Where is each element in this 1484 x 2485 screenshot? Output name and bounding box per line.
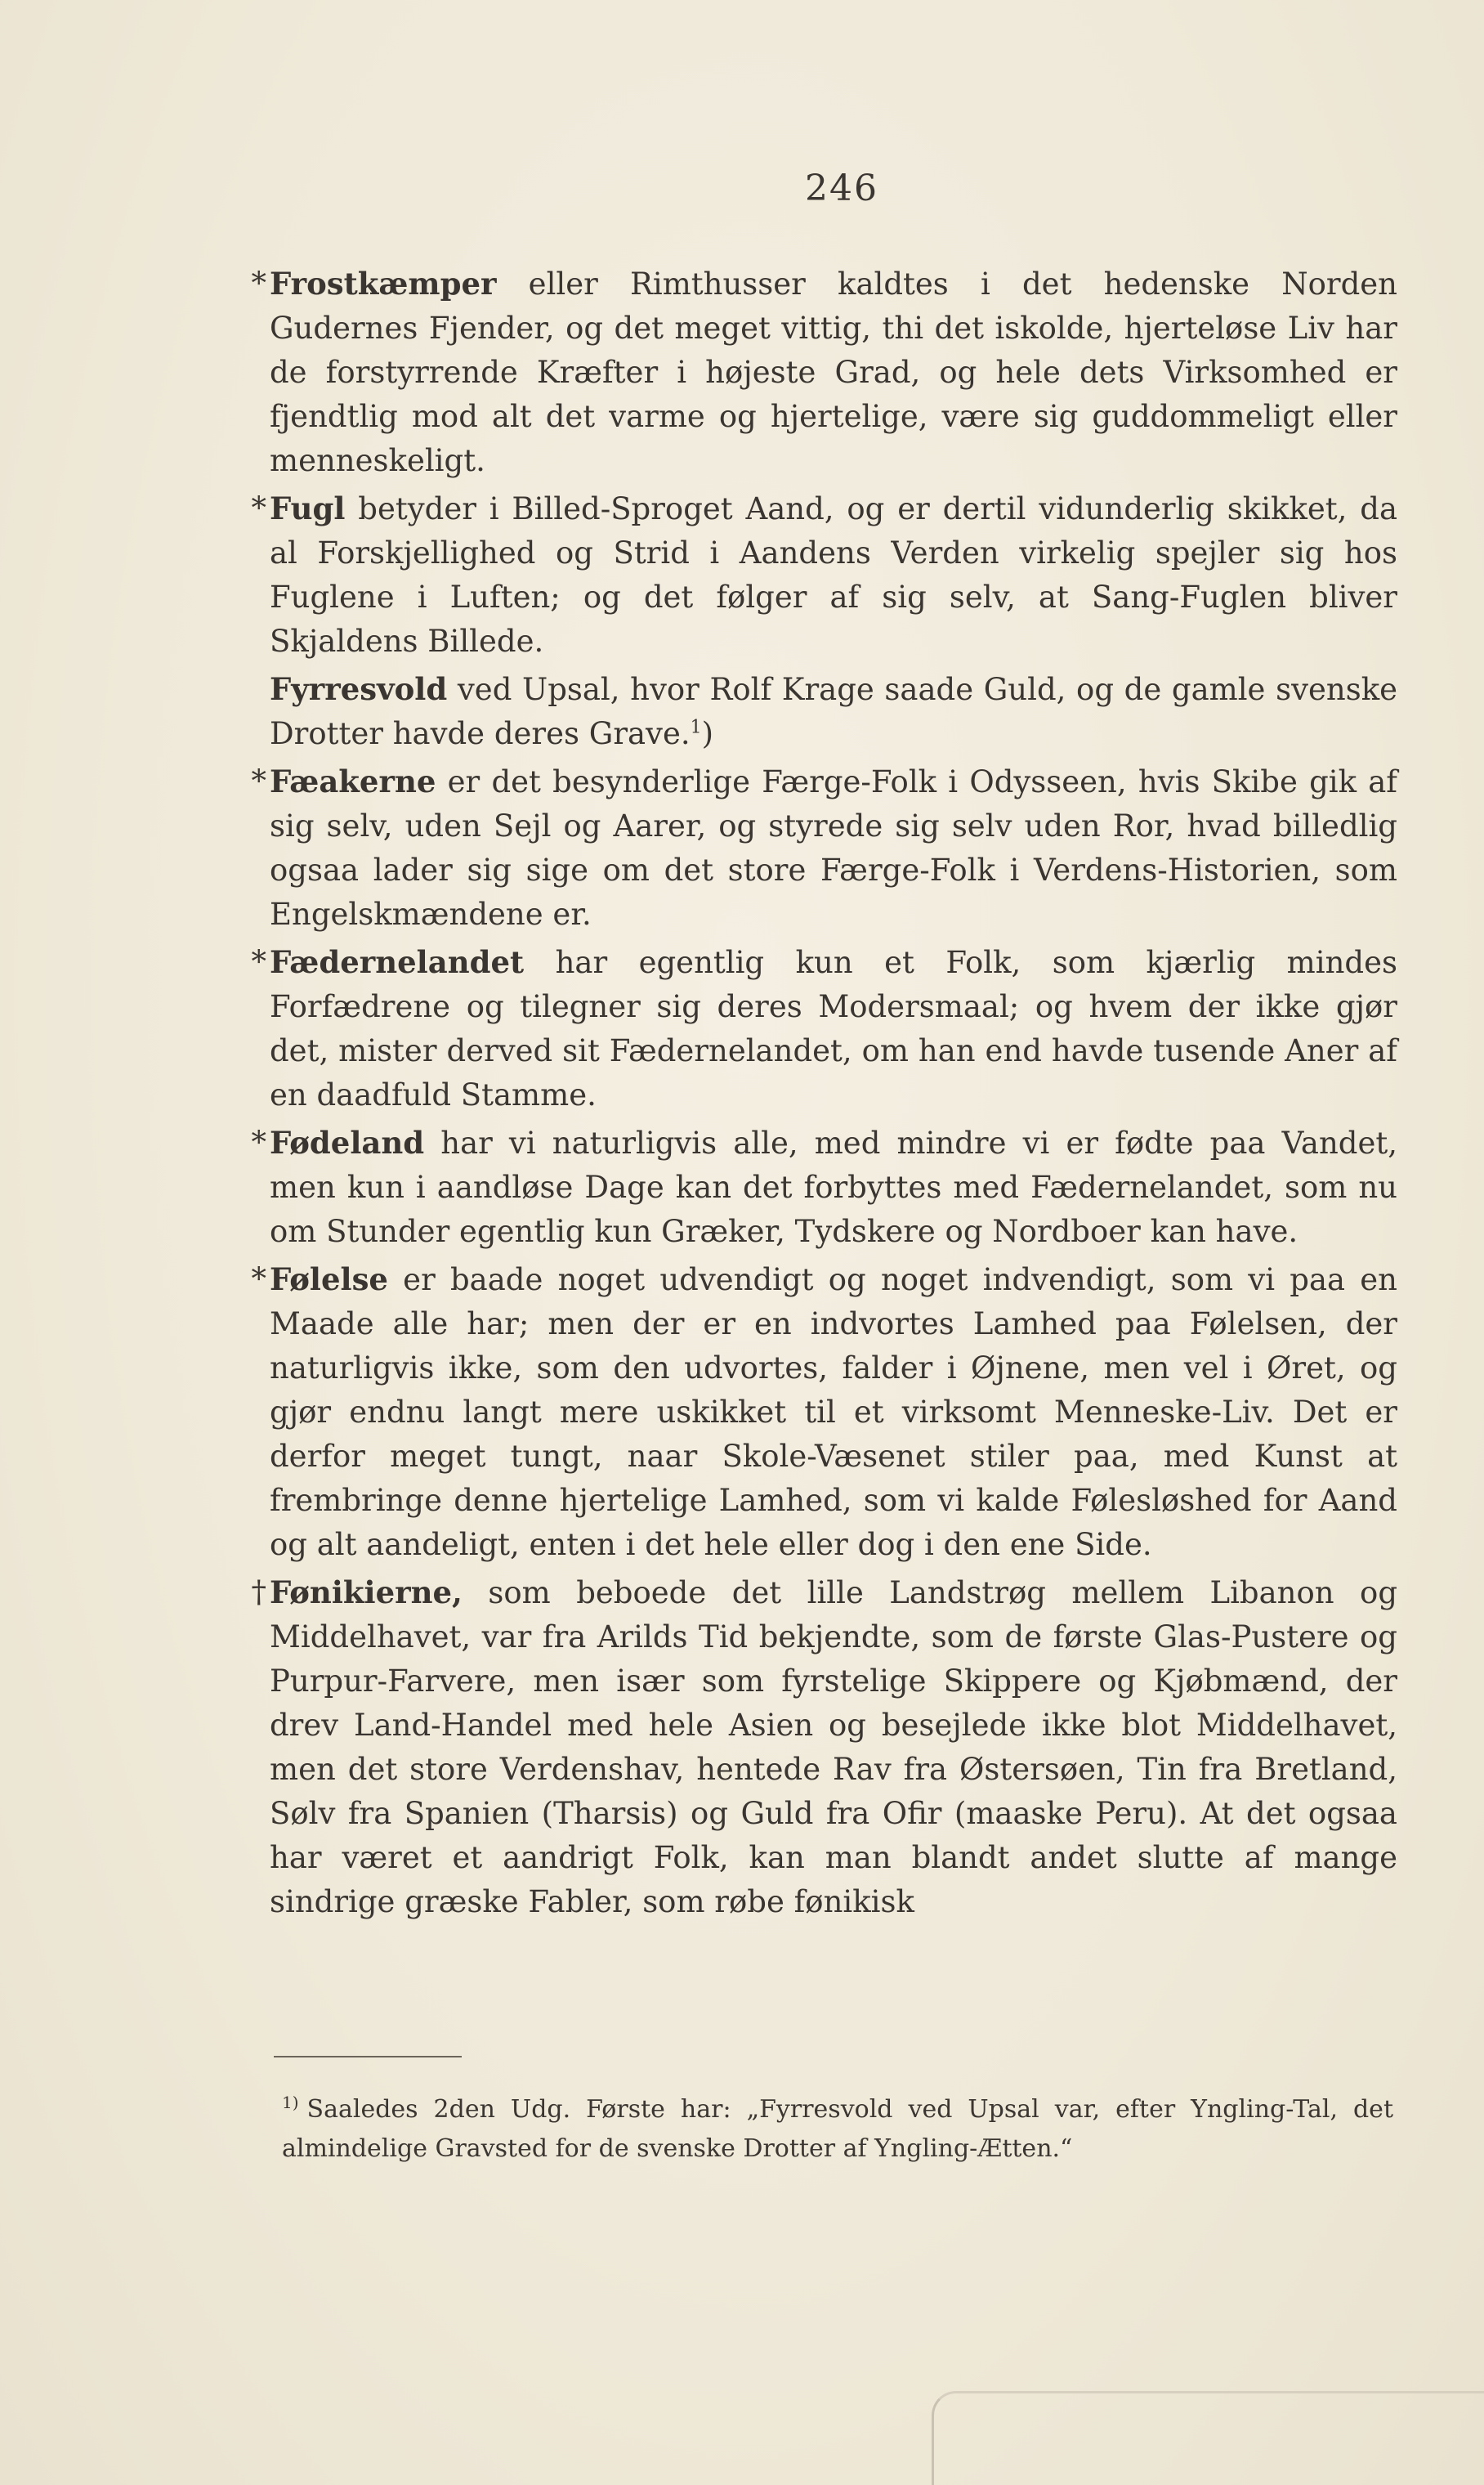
entry-text: eller Rimthusser kaldtes i det hedenske Norden Gudernes Fjender, og det meget vittig, thi det iskolde, hjerteløse Liv har de forstyrrende Kræfter i højeste Grad, og hele dets Virksomhed er fjendtlig mod alt det varme og hjertelige, være sig guddommeligt eller menneskeligt. — [270, 266, 1397, 478]
entry-text: har egentlig kun et Folk, som kjærlig mindes Forfædrene og tilegner sig deres Modersmaal; og hvem der ikke gjør det, mister derved sit Fædernelandet, om han end havde tusende Aner af en daadfuld Stamme. — [270, 945, 1397, 1113]
entry-text: betyder i Billed-Sproget Aand, og er dertil vidunderlig skikket, da al Forskjellighed og Strid i Aandens Verden virkelig spejler sig hos Fuglene i Luften; og det følger af sig selv, at Sang-Fuglen bliver Skjaldens Billede. — [270, 491, 1397, 659]
entry-headword: Fødeland — [270, 1125, 425, 1161]
entry-faedernelandet — [251, 940, 1397, 1117]
entry-foedeland — [251, 1121, 1397, 1254]
footnote-mark: 1) — [282, 2093, 299, 2112]
entry-frostkaemper — [251, 262, 1397, 483]
entry-fyrresvold — [270, 667, 1397, 756]
entry-headword: Fønikierne, — [270, 1574, 463, 1610]
entry-marker: * — [251, 266, 266, 301]
entry-marker: * — [251, 1125, 266, 1160]
entry-headword: Fyrresvold — [270, 671, 448, 707]
entry-marker: * — [251, 490, 266, 526]
entry-text: er baade noget udvendigt og noget indvendigt, som vi paa en Maade alle har; men der er en indvortes Lamhed paa Følelsen, der naturligvis ikke, som den udvortes, falder i Øjnene, men vel i Øret, og gjør endnu langt mere uskikket til et virksomt Menneske-Liv. Det er derfor meget tungt, naar Skole-Væsenet stiler paa, med Kunst at frembringe denne hjertelige Lamhed, som vi kalde Følesløshed for Aand og alt aandeligt, enten i det hele eller dog i den ene Side. — [270, 1262, 1397, 1562]
footnote-reference[interactable]: 1 — [690, 717, 702, 738]
entry-marker: * — [251, 944, 266, 979]
footnote — [282, 2083, 1393, 2169]
entry-text: som beboede det lille Landstrøg mellem Libanon og Middelhavet, var fra Arilds Tid bekjendte, som de første Glas-Pustere og Purpur-Farvere, men især som fyrstelige Skippere og Kjøbmænd, der drev Land-Handel med hele Asien og besejlede ikke blot Middelhavet, men det store Verdenshav, hentede Rav fra Østersøen, Tin fra Bretland, Sølv fra Spanien (Tharsis) og Guld fra Ofir (maaske Peru). At det ogsaa har været et aandrigt Folk, kan man blandt andet slutte af mange sindrige græske Fabler, som røbe fønikisk — [270, 1575, 1398, 1919]
page-number: 246 — [805, 168, 878, 209]
entry-faeakerne — [251, 759, 1397, 937]
scan-edge-mark — [932, 2391, 1484, 2485]
entry-headword: Følelse — [270, 1261, 388, 1297]
entry-text: har vi naturligvis alle, med mindre vi er fødte paa Vandet, men kun i aandløse Dage kan det forbyttes med Fædernelandet, som nu om Stunder egentlig kun Græker, Tydskere og Nordboer kan have. — [270, 1126, 1397, 1249]
entry-headword: Fæakerne — [270, 763, 436, 799]
entry-text: er det besynderlige Færge-Folk i Odysseen, hvis Skibe gik af sig selv, uden Sejl og Aarer, og styrede sig selv uden Ror, hvad billedlig ogsaa lader sig sige om det store Færge-Folk i Verdens-Historien, som Engelskmændene er. — [270, 764, 1397, 932]
entry-headword: Fugl — [270, 490, 346, 526]
entry-marker: * — [251, 1261, 266, 1296]
entry-headword: Fædernelandet — [270, 944, 525, 980]
entry-foelelse — [251, 1257, 1397, 1567]
entry-foenikierne — [251, 1570, 1398, 1924]
glossary-text — [251, 262, 1398, 1924]
footnote-reference-paren: ) — [701, 716, 714, 751]
entry-text: ved Upsal, hvor Rolf Krage saade Guld, og de gamle svenske Drotter havde deres Grave. — [270, 672, 1398, 751]
entry-fugl — [251, 486, 1397, 664]
footnote-divider — [274, 2056, 462, 2057]
entry-marker: * — [251, 763, 266, 799]
footnote-text: Saaledes 2den Udg. Første har: „Fyrresvold ved Upsal var, efter Yngling-Tal, det almindelige Gravsted for de svenske Drotter af Yngling-Ætten.“ — [282, 2095, 1393, 2163]
entry-headword: Frostkæmper — [270, 266, 497, 302]
entry-marker: † — [251, 1574, 266, 1610]
